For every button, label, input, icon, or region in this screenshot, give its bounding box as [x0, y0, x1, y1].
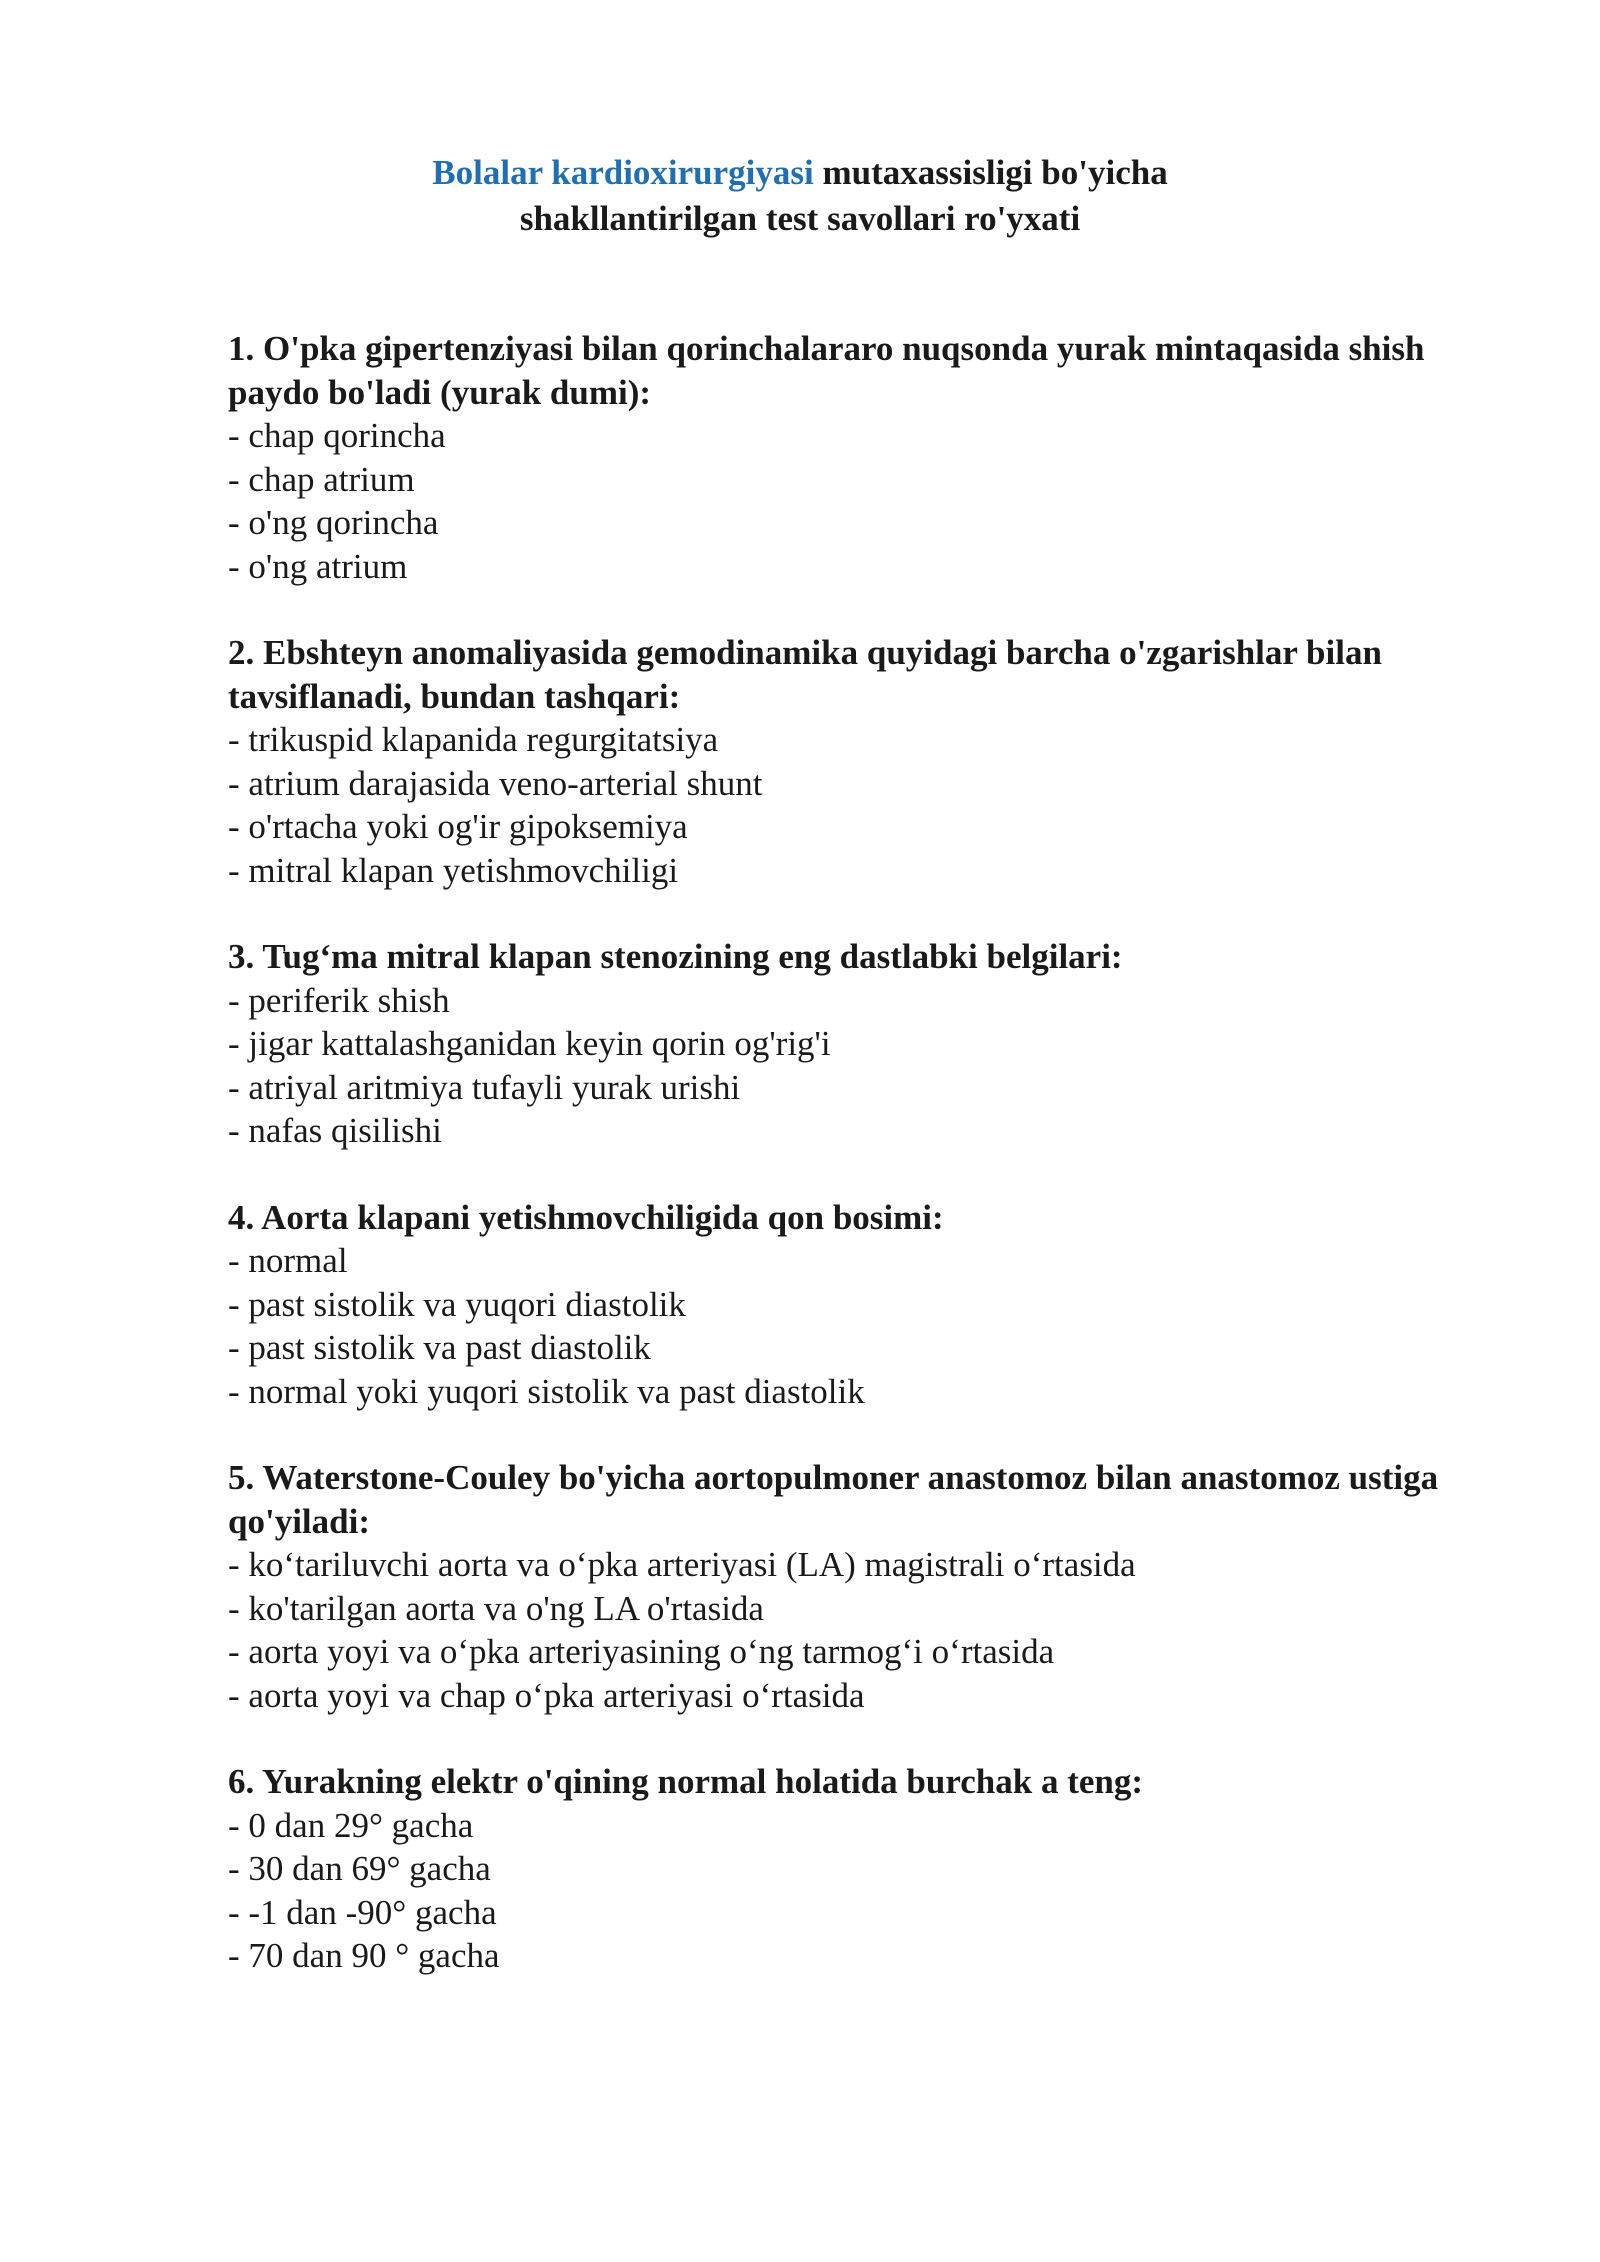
question-title: 2. Ebshteyn anomaliyasida gemodinamika quyidagi barcha o'zgarishlar bilan tavsiflanadi, bundan tashqari:: [228, 633, 1382, 716]
question-1: [228, 327, 1488, 588]
question-title: 3. Tug‘ma mitral klapan stenozining eng dastlabki belgilari:: [228, 937, 1123, 976]
answer-option: - nafas qisilishi: [228, 1111, 442, 1150]
answer-option: - normal yoki yuqori sistolik va past diastolik: [228, 1371, 865, 1411]
question-title: 4. Aorta klapani yetishmovchiligida qon bosimi:: [228, 1197, 944, 1237]
answer-option: - chap qorincha: [228, 416, 446, 455]
question-title: 6. Yurakning elektr o'qining normal holatida burchak a teng:: [228, 1762, 1144, 1801]
answer-option: - aorta yoyi va chap o‘pka arteriyasi o‘rtasida: [228, 1675, 865, 1715]
question-list: [228, 327, 1488, 2021]
answer-option: - o'ng qorincha: [228, 503, 439, 542]
header-line-1-rest: mutaxassisligi bo'yicha: [813, 153, 1168, 192]
answer-option: - ko‘tariluvchi aorta va o‘pka arteriyasi (LA) magistrali o‘rtasida: [228, 1545, 1136, 1584]
question-4: [228, 1196, 1488, 1414]
answer-option: - normal: [228, 1241, 348, 1280]
question-2: [228, 631, 1488, 892]
question-3: [228, 935, 1488, 1153]
answer-option: - o'rtacha yoki og'ir gipoksemiya: [228, 807, 688, 846]
document-header: [0, 150, 1600, 242]
answer-option: - periferik shish: [228, 980, 450, 1020]
answer-option: - jigar kattalashganidan keyin qorin og'rig'i: [228, 1024, 831, 1063]
answer-option: - 0 dan 29° gacha: [228, 1805, 474, 1845]
answer-option: - ko'tarilgan aorta va o'ng LA o'rtasida: [228, 1588, 764, 1628]
answer-option: - past sistolik va past diastolik: [228, 1328, 651, 1367]
header-line-2: shakllantirilgan test savollari ro'yxati: [519, 199, 1081, 238]
answer-option: - 30 dan 69° gacha: [228, 1849, 491, 1888]
answer-option: - past sistolik va yuqori diastolik: [228, 1284, 686, 1324]
answer-option: - atrium darajasida veno-arterial shunt: [228, 763, 763, 803]
answer-option: - 70 dan 90 ° gacha: [228, 1936, 500, 1975]
question-6: [228, 1760, 1488, 1978]
answer-option: - o'ng atrium: [228, 546, 408, 586]
question-title: 5. Waterstone-Couley bo'yicha aortopulmoner anastomoz bilan anastomoz ustiga qo'yiladi:: [228, 1458, 1439, 1541]
answer-option: - mitral klapan yetishmovchiligi: [228, 850, 679, 890]
header-line-1: [0, 150, 1600, 196]
answer-option: - chap atrium: [228, 459, 415, 499]
answer-option: - atriyal aritmiya tufayli yurak urishi: [228, 1067, 741, 1107]
answer-option: - trikuspid klapanida regurgitatsiya: [228, 720, 719, 759]
answer-option: - aorta yoyi va o‘pka arteriyasining o‘ng tarmog‘i o‘rtasida: [228, 1632, 1055, 1671]
question-title: 1. O'pka gipertenziyasi bilan qorinchalararo nuqsonda yurak mintaqasida shish paydo bo'ladi (yurak dumi):: [228, 329, 1425, 412]
question-5: [228, 1456, 1488, 1717]
answer-option: - -1 dan -90° gacha: [228, 1892, 497, 1932]
header-highlight: Bolalar kardioxirurgiyasi: [432, 153, 814, 192]
